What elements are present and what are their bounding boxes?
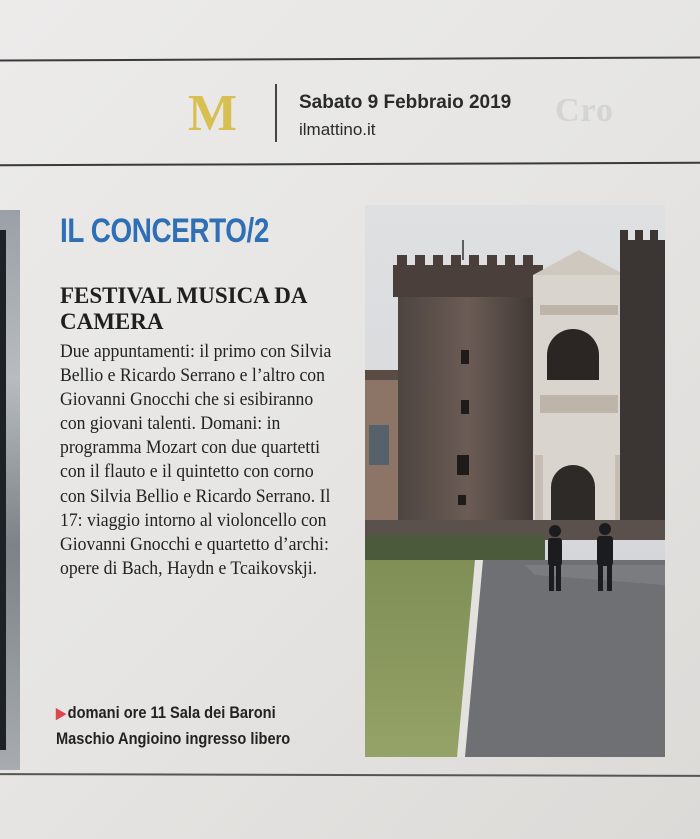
bleed-through-text: Cro	[555, 92, 615, 129]
maschio-angioino-illustration	[365, 205, 665, 757]
event-time-place: domani ore 11 Sala dei Baroni	[67, 703, 276, 722]
section-label: IL CONCERTO/2	[60, 212, 269, 250]
website-url: ilmattino.it	[299, 120, 376, 139]
top-rule	[0, 56, 700, 61]
bottom-rule	[0, 773, 700, 776]
masthead-bottom-rule	[0, 162, 700, 166]
article-body: Due appuntamenti: il primo con Silvia Bellio e Ricardo Serrano e l’altro con Giovanni Gnocchi che si esibiranno con giovani talenti. Domani: in programma Mozart con due quartetti con il flauto e il quintetto con corno con Silvia Bellio e Ricardo Serrano. Il 17: viaggio intorno al violoncello con Giovanni Gnocchi e quartetto d’archi: opere di Bach, Haydn e Tcaikovskji.	[60, 341, 332, 579]
issue-date: Sabato 9 Febbraio 2019	[299, 92, 512, 113]
adjacent-photo-shadow	[0, 230, 6, 750]
event-info-line-1	[56, 700, 331, 726]
article-headline: FESTIVAL MUSICA DA CAMERA	[60, 283, 307, 334]
masthead-divider	[275, 84, 277, 142]
triangle-right-icon: ▶	[56, 705, 66, 722]
event-info	[56, 700, 331, 751]
event-info-line-2: Maschio Angioino ingresso libero	[56, 729, 291, 748]
castle-photo	[365, 205, 665, 757]
newspaper-logo: M	[188, 85, 236, 142]
